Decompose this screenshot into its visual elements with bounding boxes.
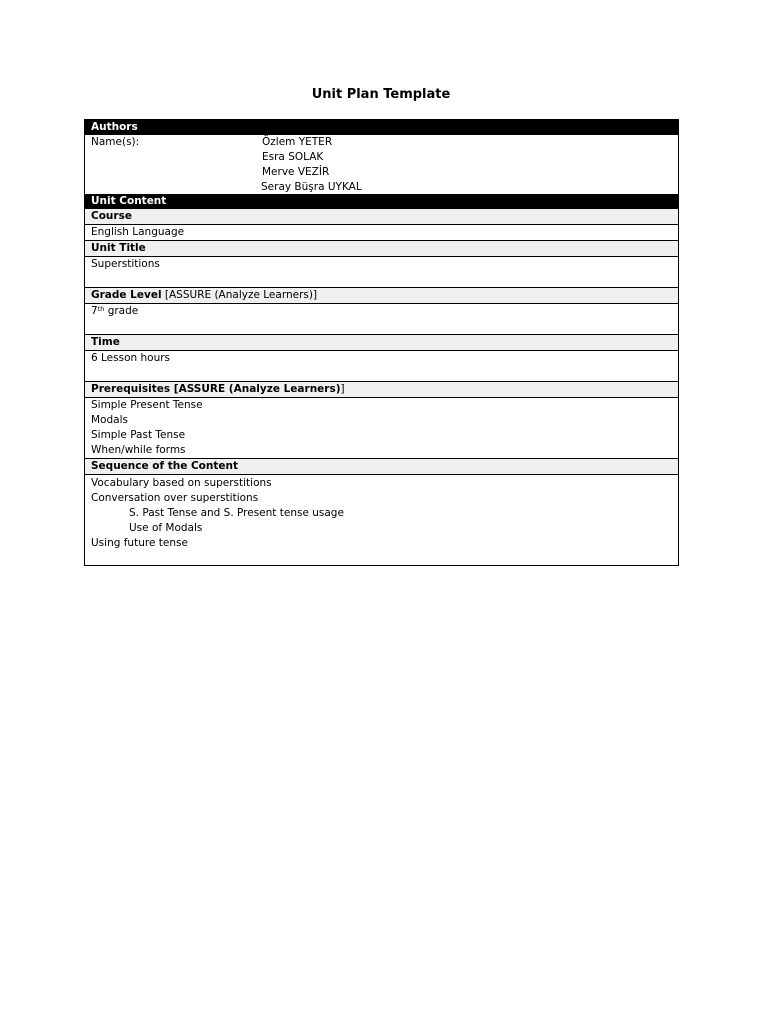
grade-level-value [85,304,678,334]
prerequisites-label: Prerequisites [ASSURE (Analyze Learners) [91,383,341,395]
grade-level-assure: [ASSURE (Analyze Learners)] [161,289,318,301]
unit-title-header: Unit Title [85,240,678,257]
list-item: Conversation over superstitions [91,492,259,504]
list-item: Simple Past Tense [91,429,186,441]
list-item-indented: S. Past Tense and S. Present tense usage [129,507,344,519]
course-value: English Language [91,226,185,238]
grade-level-header [85,287,678,304]
list-item: When/while forms [91,444,186,456]
unit-plan-table [84,119,679,566]
authors-header: Authors [85,120,678,135]
sequence-list [85,475,678,565]
grade-suffix: th [97,305,105,313]
authors-row [85,135,678,194]
sequence-header: Sequence of the Content [85,458,678,475]
author-name: Özlem YETER [262,136,333,148]
document-title: Unit Plan Template [311,87,451,102]
author-names [262,135,362,194]
names-label: Name(s): [91,136,140,148]
list-item: Vocabulary based on superstitions [91,477,272,489]
list-item: Modals [91,414,128,426]
prerequisites-bracket: ] [340,383,345,395]
list-item-indented: Use of Modals [129,522,203,534]
list-item: Simple Present Tense [91,399,203,411]
author-name: Seray Büşra UYKAL [261,181,362,193]
unit-title-value: Superstitions [91,258,160,270]
course-header: Course [85,209,678,225]
grade-text: grade [104,305,139,317]
author-name: Esra SOLAK [262,151,324,163]
grade-number: 7 [91,305,98,317]
grade-level-label: Grade Level [91,289,162,301]
prerequisites-list [85,398,678,458]
time-value: 6 Lesson hours [91,352,171,364]
list-item: Using future tense [91,537,188,549]
time-header: Time [85,334,678,351]
author-name: Merve VEZİR [262,166,330,178]
unit-content-header: Unit Content [85,194,678,209]
prerequisites-header [85,381,678,398]
